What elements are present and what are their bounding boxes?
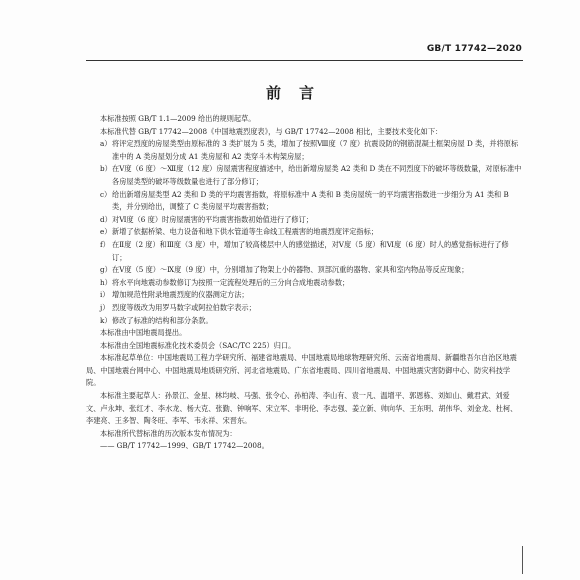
page-edge-line <box>522 546 523 574</box>
change-text: 修改了标准的结构和部分条款。 <box>112 315 213 325</box>
outro-paragraph: 本标准由中国地震局提出。 <box>100 328 187 338</box>
change-text: 烈度等级改为用罗马数字或阿拉伯数字表示； <box>112 302 256 312</box>
intro-paragraph: 本标准代替 GB/T 17742—2008《中国地震烈度表》，与 GB/T 17742—2008 相比，主要技术变化如下： <box>100 126 443 136</box>
change-item <box>86 289 523 302</box>
change-item <box>86 264 523 277</box>
change-label: i） <box>100 290 110 300</box>
change-label: b） <box>100 164 112 174</box>
change-text: 新增了依据桥梁、电力设备和地下供水管道等生命线工程震害的地震烈度评定指标； <box>112 227 378 237</box>
history-list: —— GB/T 17742—1999、GB/T 17742—2008。 <box>100 441 269 451</box>
change-text: 对Ⅵ度（6 度）时房屋震害的平均震害指数初始值进行了修订； <box>112 214 313 224</box>
change-label: c） <box>100 189 112 199</box>
header-rule <box>86 60 523 61</box>
page-title: 前言 <box>265 84 332 102</box>
change-item <box>86 302 523 315</box>
change-item <box>86 138 523 163</box>
change-item <box>86 226 523 239</box>
change-item <box>86 239 523 264</box>
standard-code: GB/T 17742—2020 <box>426 44 522 54</box>
change-text: 在Ⅱ度（2 度）和Ⅲ度（3 度）中，增加了较高楼层中人的感觉描述，对Ⅴ度（5 度）和Ⅵ度（6 度）时人的感觉指标进行了修订； <box>112 239 509 262</box>
drafters-paragraph: 本标准主要起草人：孙景江、金星、林均岐、马强、张令心、孙柏涛、李山有、袁一凡、温增平、郭恩栋、刘如山、戴君武、刘爱文、卢永坤、张红才、李水龙、杨大克、张勤、钟响军、宋立军、非明伦、李志强、姜立新、帅向华、王东明、胡伟华、刘金龙、杜柯、李建亮、王多智、陶冬旺、李军、韦永祥、宋晋东。 <box>86 391 518 426</box>
change-item <box>86 214 523 227</box>
outro-paragraph: 本标准由全国地震标准化技术委员会（SAC/TC 225）归口。 <box>100 340 296 350</box>
change-label: g） <box>100 265 112 275</box>
change-label: e） <box>100 227 112 237</box>
intro-paragraph: 本标准按照 GB/T 1.1—2009 给出的规则起草。 <box>100 114 256 123</box>
change-label: j） <box>100 302 110 312</box>
change-text: 在Ⅴ度（5 度）～Ⅸ度（9 度）中，分别增加了物架上小的器物、顶部沉重的器物、家具和室内物品等反应现象； <box>112 265 469 275</box>
change-item <box>86 189 523 214</box>
change-text: 将水平向地震动参数修订为按照一定流程处理后的三分向合成地震动参数； <box>112 277 350 287</box>
change-label: d） <box>100 214 112 224</box>
change-item <box>86 315 523 328</box>
change-text: 增加规范性附录地震烈度的仪器测定方法； <box>112 290 249 300</box>
change-text: 给出新增房屋类型 A2 类和 D 类的平均震害指数，将原标准中 A 类和 B 类房屋统一的平均震害指数进一步细分为 A1 类和 B 类，并分别给出，调整了 C 类房屋平均震害指数； <box>112 189 509 212</box>
history-paragraph: 本标准所代替标准的历次版本发布情况为： <box>100 428 237 438</box>
change-text: 在Ⅴ度（6 度）～Ⅻ度（12 度）房屋震害程度描述中，给出新增房屋类 A2 类和 D 类在不同烈度下的破坏等级数量，对原标准中各房屋类型的破坏等级数量也进行了部分修订； <box>112 164 522 186</box>
body-text <box>86 113 523 453</box>
drafting-units-paragraph: 本标准起草单位：中国地震局工程力学研究所、福建省地震局、中国地震局地球物理研究所、云南省地震局、新疆维吾尔自治区地震局、中国地震台网中心、中国地震局地质研究所、河北省地震局、广东省地震局、四川省地震局、中国地震灾害防御中心、防灾科技学院。 <box>86 353 517 388</box>
change-label: h） <box>100 277 112 287</box>
change-text: 将评定烈度的房屋类型由原标准的 3 类扩展为 5 类，增加了按照Ⅷ度（7 度）抗震设防的钢筋混凝土框架房屋 D 类，并将原标准中的 A 类房屋划分成 A1 类房屋和 A2 类穿斗木构架房屋； <box>112 139 519 161</box>
change-item <box>86 163 523 188</box>
change-item <box>86 277 523 290</box>
change-label: k） <box>100 315 112 325</box>
change-label: a） <box>100 139 112 149</box>
change-label: f） <box>100 239 110 249</box>
